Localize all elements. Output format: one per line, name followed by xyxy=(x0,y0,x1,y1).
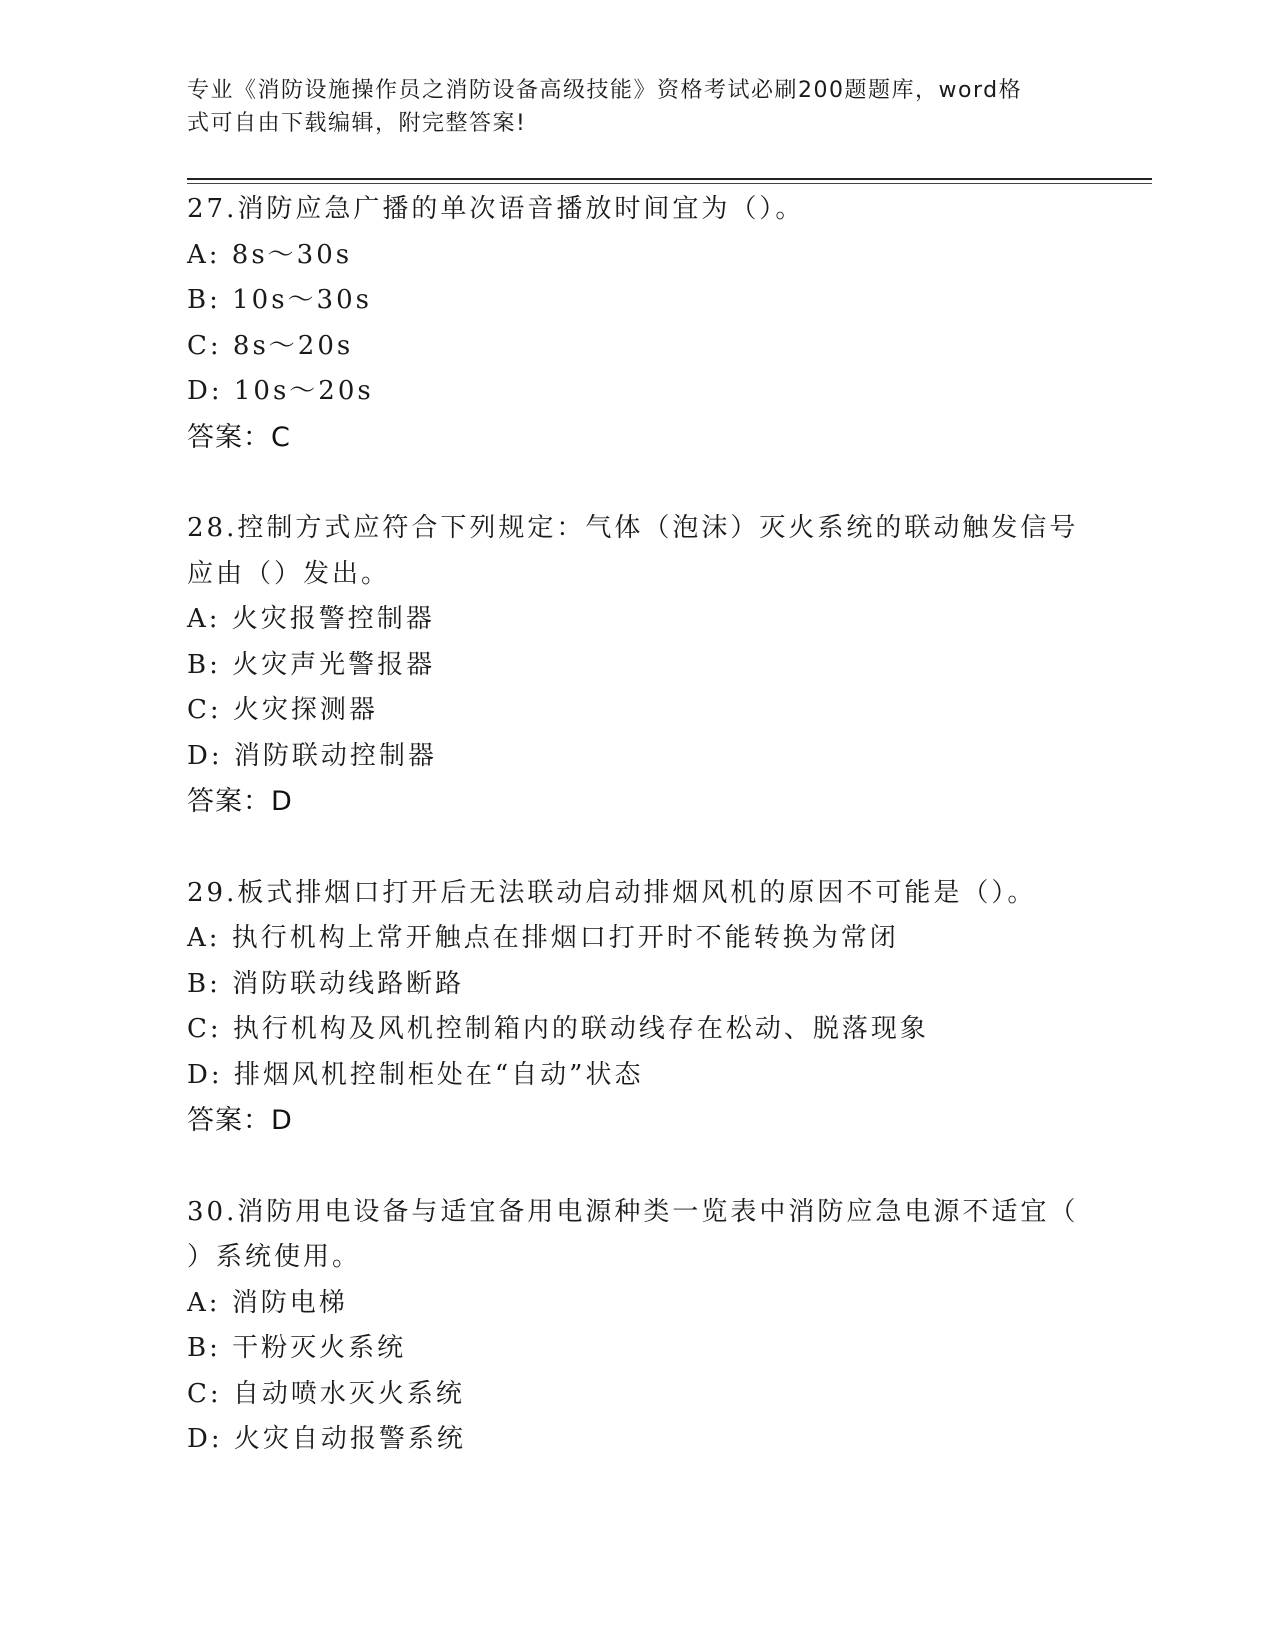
option-b: B: 干粉灭火系统 xyxy=(187,1333,407,1363)
header-divider-thin xyxy=(187,183,1152,184)
header-line-1: 专业《消防设施操作员之消防设备高级技能》资格考试必刷200题题库，word格 xyxy=(187,78,1023,103)
question-list xyxy=(187,187,1087,1509)
option-b: B: 10s～30s xyxy=(187,285,372,315)
option-d: D: 排烟风机控制柜处在“自动”状态 xyxy=(187,1059,644,1090)
option-c: C: 8s～20s xyxy=(187,330,354,361)
answer-label: 答案：D xyxy=(187,786,293,817)
option-c: C: 自动喷水灭火系统 xyxy=(187,1378,465,1409)
option-d: D: 10s～20s xyxy=(187,376,374,406)
question-28 xyxy=(187,506,1087,825)
option-a: A: 8s～30s xyxy=(187,239,353,270)
option-d: D: 火灾自动报警系统 xyxy=(187,1424,466,1454)
answer-label: 答案：D xyxy=(187,1105,293,1136)
option-b: B: 消防联动线路断路 xyxy=(187,968,465,999)
question-stem: 27.消防应急广播的单次语音播放时间宜为（）。 xyxy=(187,194,805,224)
header-line-2: 式可自由下载编辑，附完整答案! xyxy=(187,111,527,136)
option-d: D: 消防联动控制器 xyxy=(187,740,437,771)
option-a: A: 火灾报警控制器 xyxy=(187,604,435,634)
header-divider-thick xyxy=(187,178,1152,180)
document-header xyxy=(187,74,1087,140)
question-stem: 28.控制方式应符合下列规定：气体（泡沫）灭火系统的联动触发信号 xyxy=(187,513,1079,543)
question-stem-continued: ）系统使用。 xyxy=(187,1242,362,1272)
option-b: B: 火灾声光警报器 xyxy=(187,649,436,680)
question-30 xyxy=(187,1190,1087,1463)
option-c: C: 火灾探测器 xyxy=(187,695,378,725)
question-27 xyxy=(187,187,1087,460)
question-29 xyxy=(187,871,1087,1144)
option-a: A: 执行机构上常开触点在排烟口打开时不能转换为常闭 xyxy=(187,923,899,953)
question-stem: 29.板式排烟口打开后无法联动启动排烟风机的原因不可能是（）。 xyxy=(187,877,1037,908)
option-c: C: 执行机构及风机控制箱内的联动线存在松动、脱落现象 xyxy=(187,1014,929,1044)
option-a: A: 消防电梯 xyxy=(187,1287,348,1318)
answer-label: 答案：C xyxy=(187,421,291,453)
question-stem: 30.消防用电设备与适宜备用电源种类一览表中消防应急电源不适宜（ xyxy=(187,1196,1079,1227)
question-stem-continued: 应由（）发出。 xyxy=(187,558,391,589)
